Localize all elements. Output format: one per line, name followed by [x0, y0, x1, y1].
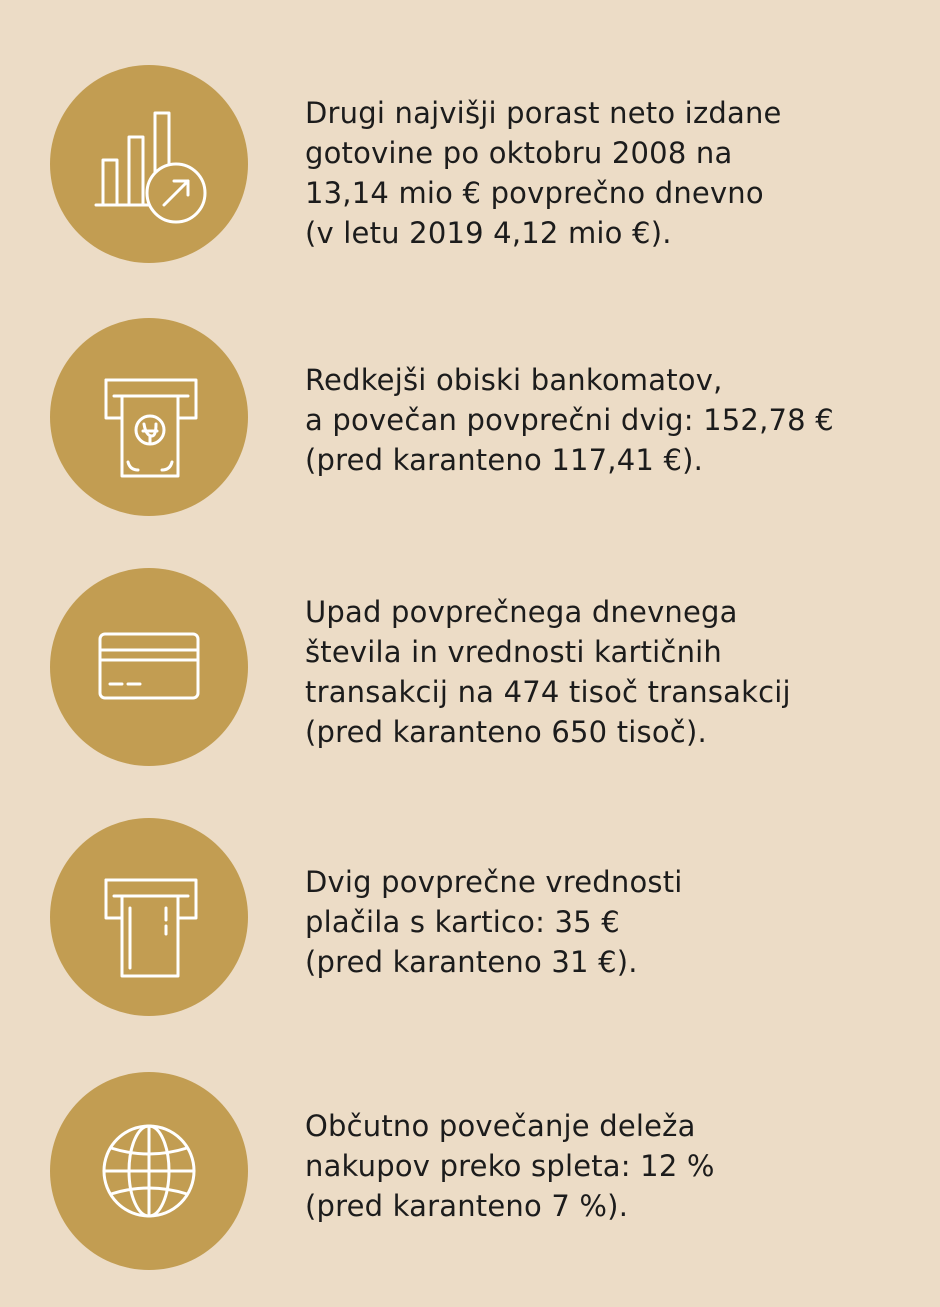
- stat-line: Drugi najvišji porast neto izdane: [305, 96, 782, 130]
- icon-circle: [50, 1072, 248, 1270]
- stat-line: (pred karanteno 650 tisoč).: [305, 715, 707, 749]
- icon-circle: [50, 818, 248, 1016]
- stat-text: [305, 862, 905, 982]
- stat-item-atm-withdrawals: [0, 318, 940, 518]
- stat-text: [305, 1106, 905, 1226]
- stat-line: Dvig povprečne vrednosti: [305, 865, 683, 899]
- icon-circle: [50, 568, 248, 766]
- icon-circle: [50, 318, 248, 516]
- globe-icon: [50, 1072, 248, 1270]
- stat-line: Občutno povečanje deleža: [305, 1109, 696, 1143]
- stat-line: 13,14 mio € povprečno dnevno: [305, 176, 764, 210]
- atm-cash-withdrawal-icon: [50, 318, 248, 516]
- credit-card-icon: [50, 568, 248, 766]
- stat-line: (pred karanteno 117,41 €).: [305, 443, 704, 477]
- stat-line: števila in vrednosti kartičnih: [305, 635, 722, 669]
- stat-line: Upad povprečnega dnevnega: [305, 595, 738, 629]
- stat-line: nakupov preko spleta: 12 %: [305, 1149, 715, 1183]
- stat-item-online-purchases: [0, 1072, 940, 1272]
- stat-line: plačila s kartico: 35 €: [305, 905, 620, 939]
- stat-line: (pred karanteno 31 €).: [305, 945, 638, 979]
- stat-line: Redkejši obiski bankomatov,: [305, 363, 723, 397]
- stat-line: gotovine po oktobru 2008 na: [305, 136, 733, 170]
- stat-text: [305, 360, 905, 480]
- stat-line: a povečan povprečni dvig: 152,78 €: [305, 403, 834, 437]
- stat-line: transakcij na 474 tisoč transakcij: [305, 675, 791, 709]
- stat-text: [305, 592, 905, 752]
- stat-line: (v letu 2019 4,12 mio €).: [305, 216, 672, 250]
- stat-item-cash-issued: [0, 65, 940, 265]
- stat-item-card-transactions: [0, 568, 940, 768]
- bar-chart-growth-icon: [50, 65, 248, 263]
- stat-item-card-payments: [0, 818, 940, 1018]
- card-terminal-icon: [50, 818, 248, 1016]
- icon-circle: [50, 65, 248, 263]
- stat-line: (pred karanteno 7 %).: [305, 1189, 629, 1223]
- stat-text: [305, 93, 905, 253]
